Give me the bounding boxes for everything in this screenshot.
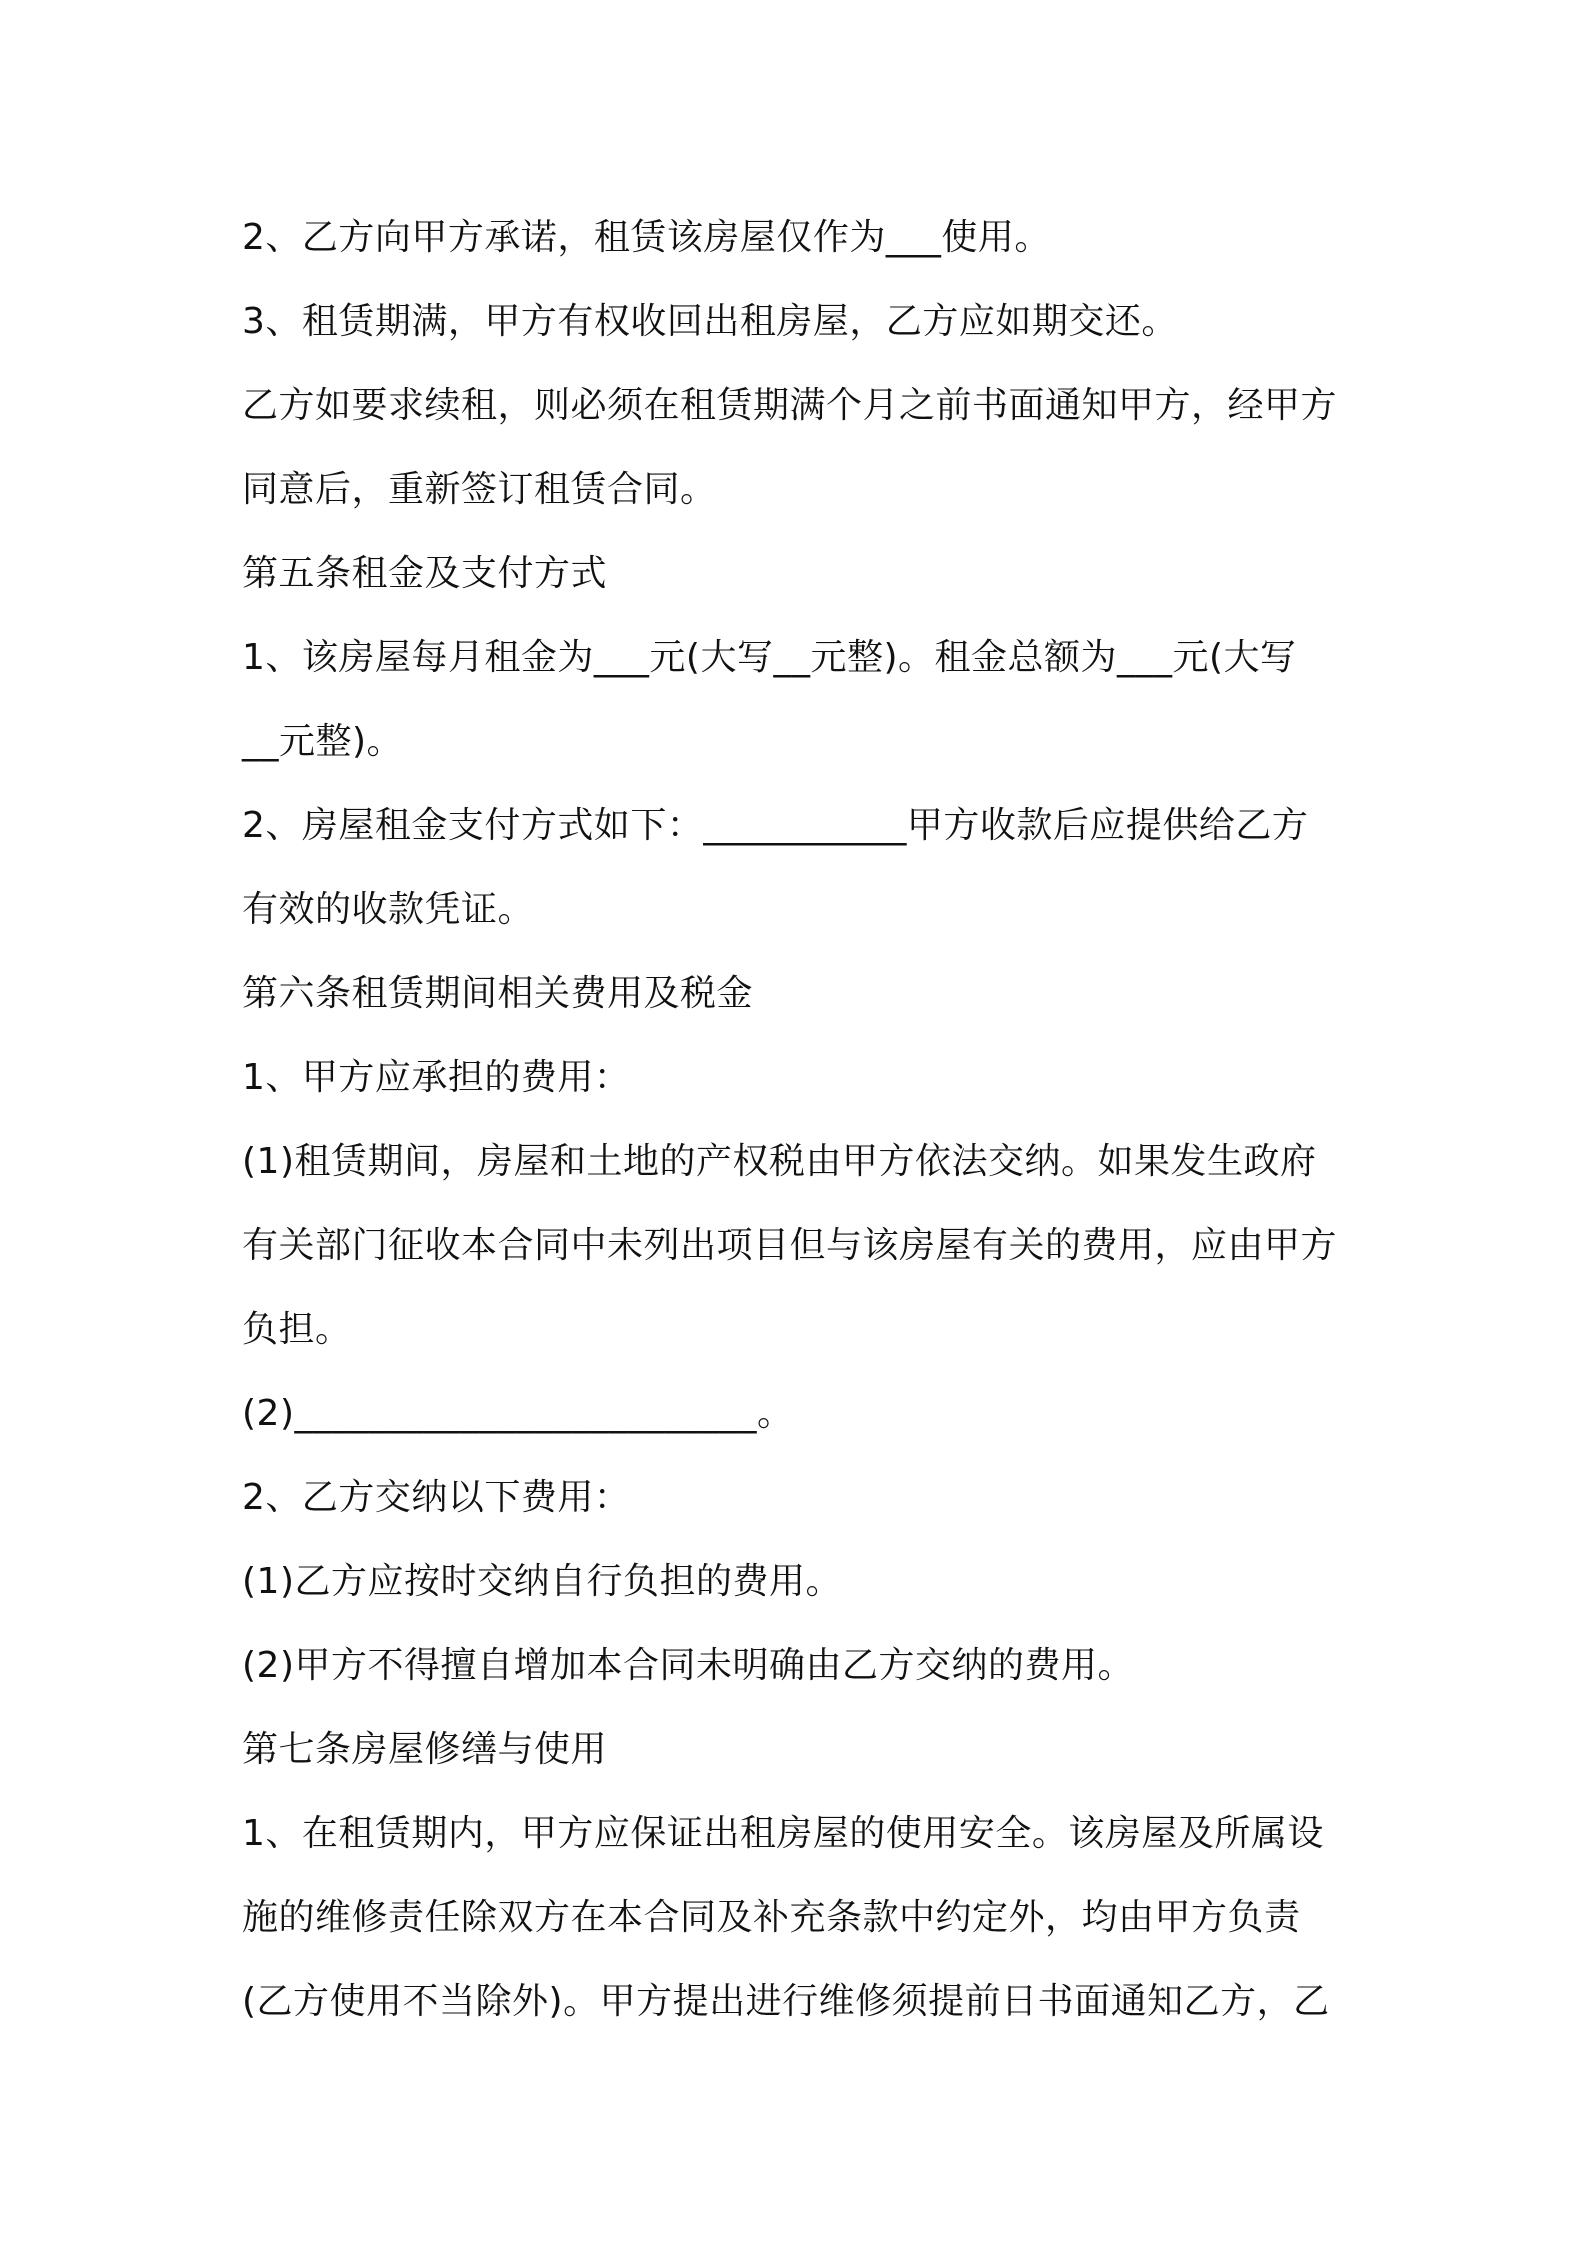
line-party-b-fees: 2、乙方交纳以下费用：: [242, 1477, 631, 1518]
document-page: [242, 196, 1362, 2044]
line-repair-1: 1、在租赁期内，甲方应保证出租房屋的使用安全。该房屋及所属设: [242, 1813, 1324, 1854]
line-property-tax-3: 负担。: [242, 1309, 352, 1350]
article-7-heading: 第七条房屋修缮与使用: [242, 1729, 608, 1770]
line-property-tax-1: (1)租赁期间，房屋和土地的产权税由甲方依法交纳。如果发生政府: [242, 1141, 1317, 1182]
article-6-heading: 第六条租赁期间相关费用及税金: [242, 973, 754, 1014]
line-rent-amount-1: 1、该房屋每月租金为___元(大写__元整)。租金总额为___元(大写: [242, 637, 1297, 678]
line-payment-method-2: 有效的收款凭证。: [242, 889, 535, 930]
line-repair-3: (乙方使用不当除外)。甲方提出进行维修须提前日书面通知乙方，乙: [242, 1981, 1330, 2022]
line-party-b-fees-1: (1)乙方应按时交纳自行负担的费用。: [242, 1561, 842, 1602]
line-lease-expiry: 3、租赁期满，甲方有权收回出租房屋，乙方应如期交还。: [242, 301, 1178, 342]
line-party-a-fees: 1、甲方应承担的费用：: [242, 1057, 631, 1098]
line-rent-amount-2: __元整)。: [242, 721, 404, 762]
line-property-tax-2: 有关部门征收本合同中未列出项目但与该房屋有关的费用，应由甲方: [242, 1225, 1338, 1266]
line-repair-2: 施的维修责任除双方在本合同及补充条款中约定外，均由甲方负责: [242, 1897, 1301, 1938]
line-renewal-2: 同意后，重新签订租赁合同。: [242, 469, 717, 510]
line-blank-item: (2)_________________________。: [242, 1393, 794, 1434]
line-renewal-1: 乙方如要求续租，则必须在租赁期满个月之前书面通知甲方，经甲方: [242, 385, 1338, 426]
line-payment-method-1: 2、房屋租金支付方式如下：___________甲方收款后应提供给乙方: [242, 805, 1309, 846]
line-party-b-fees-2: (2)甲方不得擅自增加本合同未明确由乙方交纳的费用。: [242, 1645, 1134, 1686]
line-use-purpose: 2、乙方向甲方承诺，租赁该房屋仅作为___使用。: [242, 217, 1051, 258]
article-5-heading: 第五条租金及支付方式: [242, 553, 608, 594]
